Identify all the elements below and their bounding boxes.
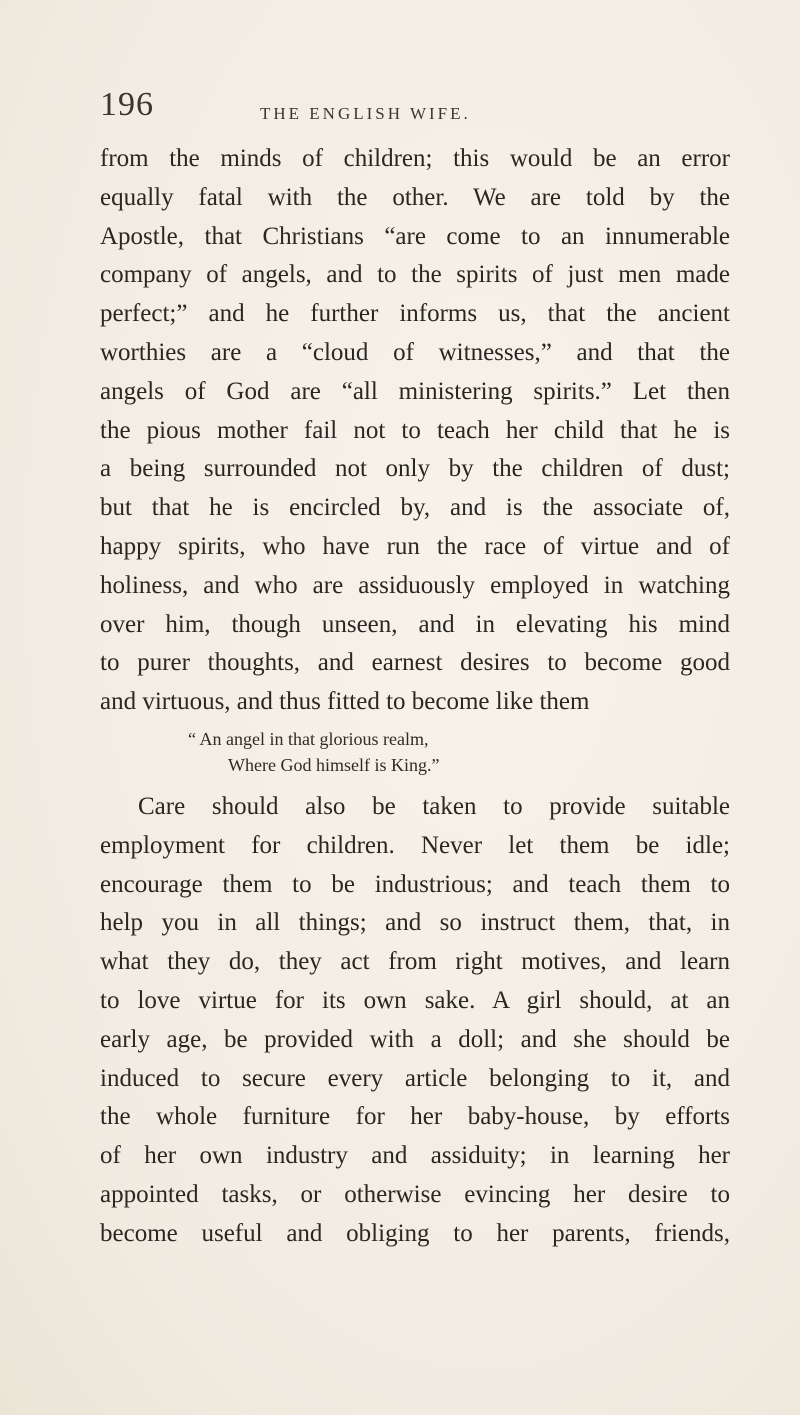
text-line: company of angels, and to the spirits of just men made — [100, 261, 730, 289]
text-line: of her own industry and assiduity; in learning her — [100, 1142, 730, 1170]
text-line: the pious mother fail not to teach her child that he is — [100, 416, 730, 444]
text-line: Care should also be taken to provide suitable — [138, 792, 730, 820]
text-line: a being surrounded not only by the children of dust; — [100, 455, 730, 483]
text-line: to purer thoughts, and earnest desires to become good — [100, 649, 730, 677]
text-line: help you in all things; and so instruct them, that, in — [100, 909, 730, 937]
page-header — [100, 86, 700, 126]
text-line: early age, be provided with a doll; and she should be — [100, 1025, 730, 1053]
text-line: angels of God are “all ministering spirits.” Let then — [100, 377, 730, 405]
paragraph-2 — [100, 788, 730, 1254]
text-line: over him, though unseen, and in elevating his mind — [100, 610, 730, 638]
verse-quotation — [100, 726, 730, 778]
verse-line: Where God himself is King.” — [228, 754, 440, 775]
text-line: perfect;” and he further informs us, that the ancient — [100, 300, 730, 328]
text-line: to love virtue for its own sake. A girl should, at an — [100, 986, 730, 1014]
text-line: the whole furniture for her baby-house, by efforts — [100, 1103, 730, 1131]
text-line: equally fatal with the other. We are told by the — [100, 183, 730, 211]
text-line: employment for children. Never let them be idle; — [100, 831, 730, 859]
page-number: 196 — [100, 86, 154, 123]
text-line: become useful and obliging to her parents, friends, — [100, 1219, 730, 1247]
text-line: encourage them to be industrious; and teach them to — [100, 870, 730, 898]
running-head: THE ENGLISH WIFE. — [260, 104, 471, 123]
body-text — [100, 140, 730, 1254]
text-line: induced to secure every article belonging to it, and — [100, 1064, 730, 1092]
paragraph-1 — [100, 140, 730, 722]
text-line: Apostle, that Christians “are come to an innumerable — [100, 222, 730, 250]
text-line: appointed tasks, or otherwise evincing her desire to — [100, 1180, 730, 1208]
text-line: what they do, they act from right motives, and learn — [100, 948, 730, 976]
text-line: holiness, and who are assiduously employed in watching — [100, 571, 730, 599]
text-line: worthies are a “cloud of witnesses,” and that the — [100, 338, 730, 366]
verse-line: “ An angel in that glorious realm, — [188, 728, 429, 749]
text-line: from the minds of children; this would be an error — [100, 145, 730, 172]
text-line: and virtuous, and thus fitted to become like them — [100, 688, 590, 716]
text-line: happy spirits, who have run the race of virtue and of — [100, 532, 730, 560]
text-line: but that he is encircled by, and is the associate of, — [100, 494, 730, 522]
